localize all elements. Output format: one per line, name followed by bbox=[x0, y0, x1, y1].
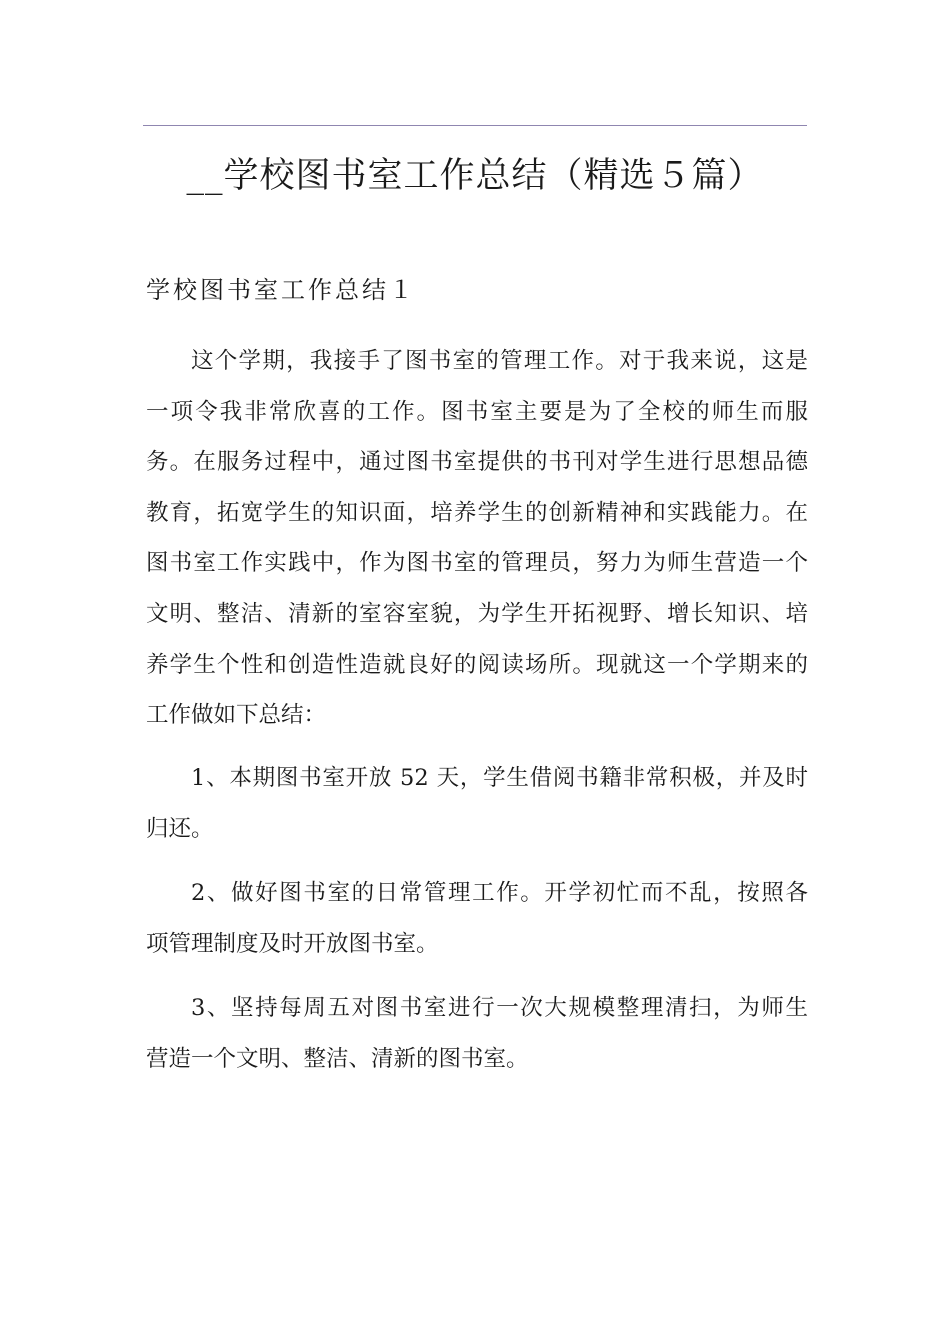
paragraph-line: 一项令我非常欣喜的工作。图书室主要是为了全校的师生而服 bbox=[146, 398, 808, 425]
paragraph-line: 教育，拓宽学生的知识面，培养学生的创新精神和实践能力。在 bbox=[146, 499, 808, 526]
paragraph-line: 项管理制度及时开放图书室。 bbox=[146, 930, 439, 957]
paragraph-line: 2、做好图书室的日常管理工作。开学初忙而不乱，按照各 bbox=[191, 880, 808, 906]
paragraph-line: 文明、整洁、清新的室容室貌，为学生开拓视野、增长知识、培 bbox=[146, 600, 808, 627]
paragraph-line: 图书室工作实践中，作为图书室的管理员，努力为师生营造一个 bbox=[146, 550, 808, 577]
paragraph-item-1 bbox=[146, 753, 808, 854]
paragraph-line: 务。在服务过程中，通过图书室提供的书刊对学生进行思想品德 bbox=[146, 449, 808, 476]
paragraph-item-2 bbox=[146, 868, 808, 969]
paragraph-line: 1、本期图书室开放 52 天，学生借阅书籍非常积极，并及时 bbox=[191, 765, 808, 791]
paragraph-line: 养学生个性和创造性造就良好的阅读场所。现就这一个学期来的 bbox=[146, 651, 808, 678]
paragraph-line: 营造一个文明、整洁、清新的图书室。 bbox=[146, 1045, 529, 1072]
header-rule bbox=[143, 125, 807, 126]
paragraph-item-3 bbox=[146, 983, 808, 1084]
paragraph-line: 归还。 bbox=[146, 815, 214, 842]
paragraph-intro bbox=[146, 336, 808, 741]
document-title: __学校图书室工作总结（精选５篇） bbox=[186, 156, 764, 196]
paragraph-line: 3、坚持每周五对图书室进行一次大规模整理清扫，为师生 bbox=[191, 995, 808, 1021]
paragraph-line: 这个学期，我接手了图书室的管理工作。对于我来说，这是 bbox=[191, 348, 808, 374]
paragraph-line: 工作做如下总结： bbox=[146, 702, 327, 729]
section-heading: 学校图书室工作总结１ bbox=[146, 276, 416, 304]
